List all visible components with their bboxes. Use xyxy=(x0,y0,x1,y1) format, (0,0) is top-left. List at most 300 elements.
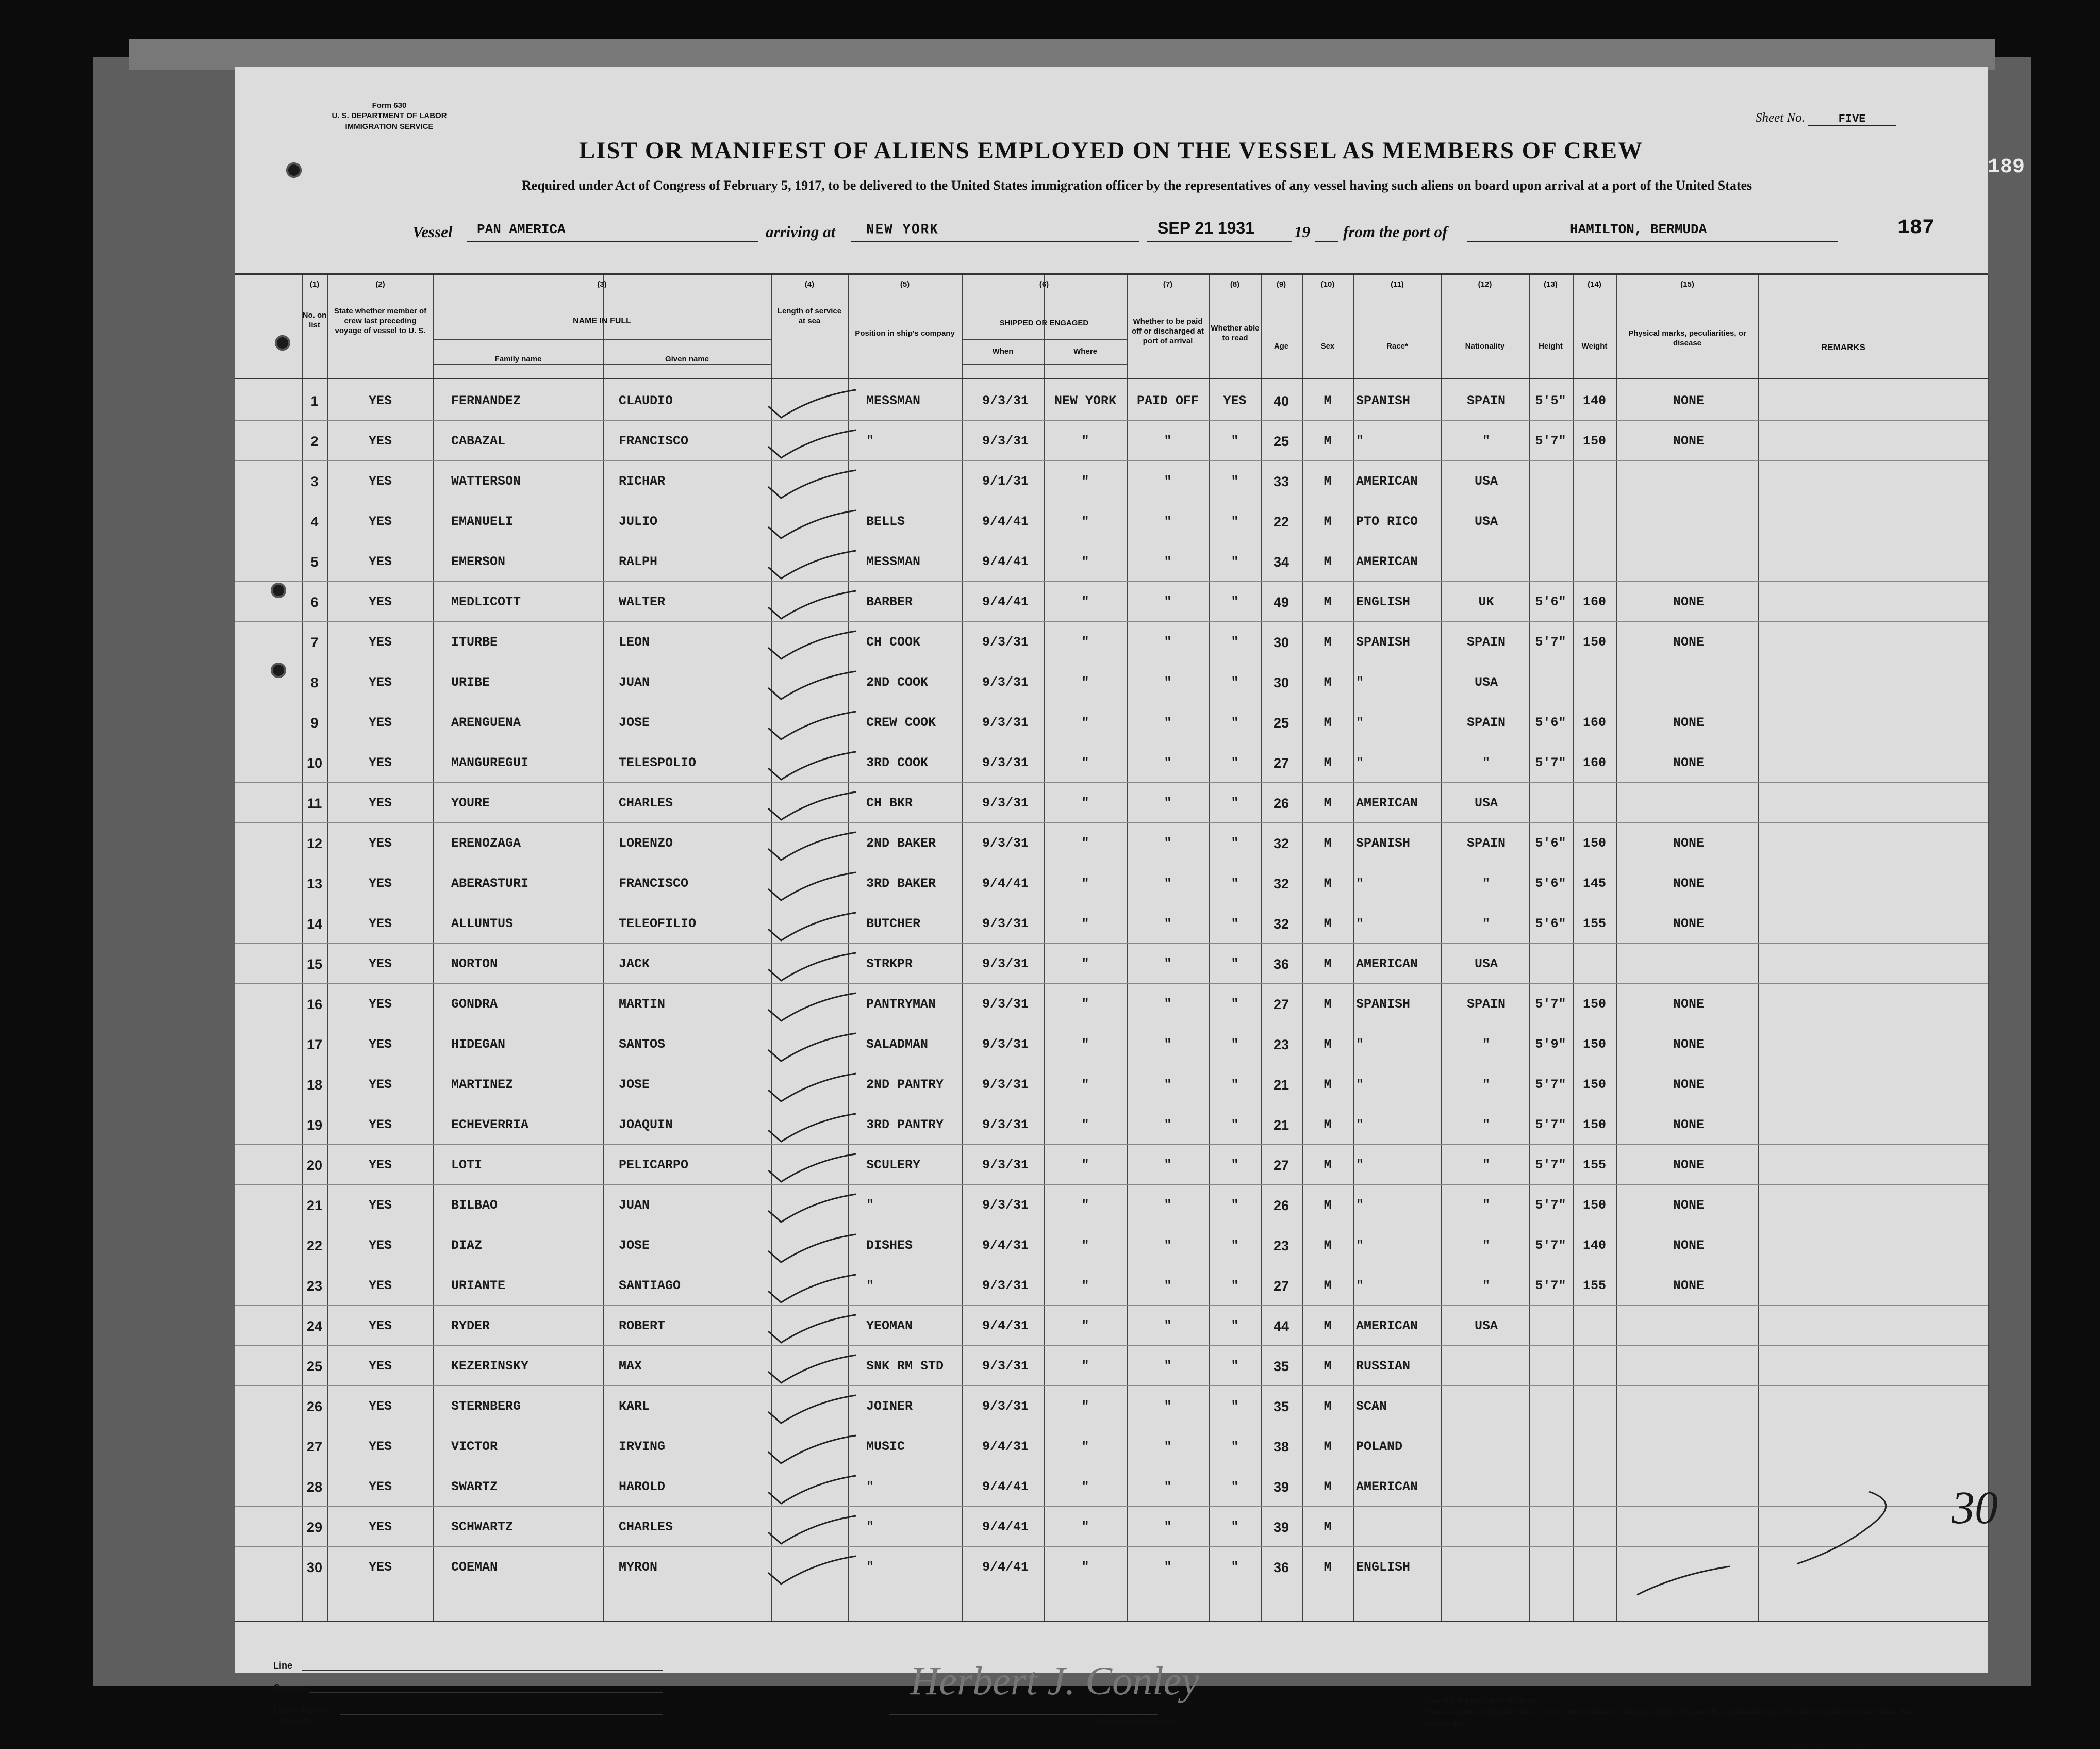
table-cell-nationality: " xyxy=(1482,1238,1490,1253)
table-cell-read: " xyxy=(1231,755,1239,770)
table-cell-no: 22 xyxy=(306,1238,323,1253)
table-cell-position: BARBER xyxy=(866,595,913,609)
col-num: (11) xyxy=(1391,280,1404,289)
table-cell-marks: NONE xyxy=(1673,876,1704,891)
table-cell-no: 25 xyxy=(306,1359,323,1374)
table-cell-marks: NONE xyxy=(1673,715,1704,730)
table-cell-position: PANTRYMAN xyxy=(866,997,936,1012)
table-cell-read: " xyxy=(1231,1520,1239,1534)
table-cell-read: " xyxy=(1231,514,1239,529)
table-cell-weight: 150 xyxy=(1582,997,1606,1012)
table-cell-paid: " xyxy=(1164,554,1172,569)
table-cell-given: JOAQUIN xyxy=(619,1117,673,1132)
table-cell-when: 9/3/31 xyxy=(982,1077,1029,1092)
table-cell-given: CHARLES xyxy=(619,1520,673,1534)
table-cell-position: 3RD PANTRY xyxy=(866,1117,944,1132)
table-cell-age: 27 xyxy=(1273,997,1289,1012)
col-header-physical-marks: Physical marks, peculiarities, or disease xyxy=(1628,329,1746,348)
col-header-height: Height xyxy=(1539,342,1563,351)
table-cell-nationality: USA xyxy=(1474,474,1498,489)
table-cell-no: 30 xyxy=(306,1560,323,1575)
table-cell-crew: YES xyxy=(368,1238,392,1253)
table-cell-where: " xyxy=(1081,755,1089,770)
table-cell-sex: M xyxy=(1324,1479,1332,1494)
table-cell-read: " xyxy=(1231,1359,1239,1374)
table-cell-crew: YES xyxy=(368,1439,392,1454)
table-cell-no: 16 xyxy=(306,997,323,1012)
table-cell-sex: M xyxy=(1324,715,1332,730)
table-cell-sex: M xyxy=(1324,1077,1332,1092)
table-cell-where: " xyxy=(1081,1278,1089,1293)
back-sheet-edge xyxy=(129,39,1995,70)
table-cell-no: 28 xyxy=(306,1479,323,1495)
arriving-label: arriving at xyxy=(766,223,836,241)
table-cell-where: " xyxy=(1081,1359,1089,1374)
table-cell-paid: " xyxy=(1164,956,1172,971)
table-cell-nationality: " xyxy=(1482,1077,1490,1092)
table-cell-no: 17 xyxy=(306,1037,323,1052)
table-cell-paid: " xyxy=(1164,876,1172,891)
table-cell-crew: YES xyxy=(368,997,392,1012)
table-cell-when: 9/3/31 xyxy=(982,796,1029,811)
table-cell-when: 9/4/41 xyxy=(982,1560,1029,1575)
table-cell-no: 1 xyxy=(310,393,319,409)
table-cell-position: 2ND PANTRY xyxy=(866,1077,944,1092)
table-cell-height: 5'7" xyxy=(1535,997,1566,1012)
table-cell-race: " xyxy=(1356,1198,1364,1213)
table-cell-position: " xyxy=(866,1560,874,1575)
manifest-page xyxy=(235,67,2025,1748)
table-cell-crew: YES xyxy=(368,1278,392,1293)
table-cell-when: 9/3/31 xyxy=(982,836,1029,851)
table-cell-given: MARTIN xyxy=(619,997,666,1012)
table-cell-where: " xyxy=(1081,1158,1089,1173)
table-cell-no: 29 xyxy=(306,1520,323,1535)
table-cell-where: " xyxy=(1081,956,1089,971)
table-cell-position: BELLS xyxy=(866,514,905,529)
table-cell-age: 27 xyxy=(1273,1158,1289,1173)
vessel-label: Vessel xyxy=(412,223,453,241)
table-cell-crew: YES xyxy=(368,1117,392,1132)
table-cell-given: JOSE xyxy=(619,1077,650,1092)
table-cell-position: 2ND BAKER xyxy=(866,836,936,851)
table-cell-race: SPANISH xyxy=(1356,836,1411,851)
table-cell-age: 27 xyxy=(1273,1278,1289,1294)
table-cell-marks: NONE xyxy=(1673,1238,1704,1253)
table-cell-when: 9/3/31 xyxy=(982,434,1029,449)
table-cell-given: ROBERT xyxy=(619,1318,666,1333)
col-num: (10) xyxy=(1320,280,1335,289)
table-cell-family: ECHEVERRIA xyxy=(451,1117,529,1132)
page-title: LIST OR MANIFEST OF ALIENS EMPLOYED ON THE VESSEL AS MEMBERS OF CREW xyxy=(578,137,1644,164)
table-cell-race: SPANISH xyxy=(1356,635,1411,650)
crew-manifest-table xyxy=(235,273,1998,1622)
table-cell-marks: NONE xyxy=(1673,916,1704,931)
table-cell-no: 13 xyxy=(306,876,323,892)
date-stamp: SEP 21 1931 xyxy=(1158,219,1255,237)
table-cell-crew: YES xyxy=(368,675,392,690)
table-cell-race: SPANISH xyxy=(1356,997,1411,1012)
table-cell-nationality: SPAIN xyxy=(1466,836,1506,851)
table-cell-crew: YES xyxy=(368,393,392,408)
table-cell-marks: NONE xyxy=(1673,997,1704,1012)
table-cell-paid: PAID OFF xyxy=(1136,393,1199,408)
table-cell-given: MAX xyxy=(619,1359,642,1374)
table-cell-crew: YES xyxy=(368,876,392,891)
table-cell-height: 5'6" xyxy=(1535,715,1566,730)
table-cell-paid: " xyxy=(1164,1278,1172,1293)
table-cell-sex: M xyxy=(1324,1318,1332,1333)
table-cell-given: RALPH xyxy=(619,554,658,569)
table-cell-race: AMERICAN xyxy=(1356,1318,1418,1333)
table-cell-weight: 155 xyxy=(1582,916,1606,931)
table-cell-no: 24 xyxy=(306,1318,323,1334)
table-cell-age: 21 xyxy=(1273,1077,1289,1093)
table-cell-age: 35 xyxy=(1273,1399,1289,1414)
table-cell-sex: M xyxy=(1324,1439,1332,1454)
table-cell-where: " xyxy=(1081,1238,1089,1253)
table-cell-nationality: UK xyxy=(1478,595,1494,609)
col-header-sex: Sex xyxy=(1320,342,1335,351)
local-agents-label: Local Agents xyxy=(273,1705,332,1715)
table-cell-sex: M xyxy=(1324,1117,1332,1132)
table-cell-paid: " xyxy=(1164,1077,1172,1092)
col-header-age: Age xyxy=(1274,342,1289,351)
table-cell-read: " xyxy=(1231,1318,1239,1333)
table-cell-weight: 150 xyxy=(1582,1077,1606,1092)
table-cell-nationality: " xyxy=(1482,876,1490,891)
col-header-paid-off: Whether to be paid off or discharged at port of arrival xyxy=(1131,317,1204,345)
table-cell-race: " xyxy=(1356,1037,1364,1052)
table-cell-crew: YES xyxy=(368,554,392,569)
table-cell-no: 11 xyxy=(307,796,322,811)
table-cell-age: 23 xyxy=(1273,1238,1289,1253)
table-cell-family: GONDRA xyxy=(451,997,498,1012)
table-cell-nationality: " xyxy=(1482,1278,1490,1293)
races-note: *See list of races on back hereof. xyxy=(1426,1696,1540,1705)
col-header-no: No. on list xyxy=(302,311,327,329)
table-cell-no: 9 xyxy=(310,715,319,731)
table-cell-no: 10 xyxy=(306,755,323,771)
col-header-when: When xyxy=(992,347,1014,356)
table-cell-sex: M xyxy=(1324,1359,1332,1374)
table-cell-age: 34 xyxy=(1273,554,1289,570)
table-cell-nationality: USA xyxy=(1474,514,1498,529)
table-cell-weight: 140 xyxy=(1582,1238,1606,1253)
table-cell-crew: YES xyxy=(368,1198,392,1213)
table-cell-age: 32 xyxy=(1273,916,1289,932)
table-cell-where: " xyxy=(1081,876,1089,891)
table-cell-no: 27 xyxy=(306,1439,323,1455)
table-cell-when: 9/3/31 xyxy=(982,1399,1029,1414)
table-cell-family: COEMAN xyxy=(451,1560,498,1575)
table-cell-when: 9/3/31 xyxy=(982,675,1029,690)
table-cell-where: " xyxy=(1081,796,1089,811)
table-cell-nationality: SPAIN xyxy=(1466,715,1506,730)
table-cell-nationality: USA xyxy=(1474,956,1498,971)
table-cell-no: 18 xyxy=(306,1077,323,1093)
owners-label: Owners xyxy=(273,1682,308,1693)
table-cell-nationality: USA xyxy=(1474,675,1498,690)
table-cell-read: " xyxy=(1231,1158,1239,1173)
table-cell-where: " xyxy=(1081,1077,1089,1092)
table-cell-position: STRKPR xyxy=(866,956,913,971)
table-cell-position: CREW COOK xyxy=(866,715,936,730)
table-cell-read: " xyxy=(1231,675,1239,690)
table-cell-position: " xyxy=(866,1479,874,1494)
table-cell-position: CH BKR xyxy=(866,796,913,811)
table-cell-crew: YES xyxy=(368,1077,392,1092)
table-cell-given: IRVING xyxy=(619,1439,666,1454)
table-cell-sex: M xyxy=(1324,956,1332,971)
table-cell-when: 9/3/31 xyxy=(982,1037,1029,1052)
table-cell-height: 5'7" xyxy=(1535,1158,1566,1173)
table-cell-height: 5'7" xyxy=(1535,1198,1566,1213)
table-cell-race: " xyxy=(1356,1117,1364,1132)
table-cell-given: RICHAR xyxy=(619,474,666,489)
table-cell-sex: M xyxy=(1324,595,1332,609)
table-cell-no: 12 xyxy=(306,836,323,851)
col-header-weight: Weight xyxy=(1581,342,1608,351)
table-cell-nationality: " xyxy=(1482,434,1490,449)
table-cell-position: CH COOK xyxy=(866,635,921,650)
table-cell-position: DISHES xyxy=(866,1238,913,1253)
table-cell-paid: " xyxy=(1164,474,1172,489)
table-cell-no: 3 xyxy=(310,474,319,489)
table-cell-when: 9/3/31 xyxy=(982,1278,1029,1293)
table-cell-race: " xyxy=(1356,876,1364,891)
table-cell-marks: NONE xyxy=(1673,755,1704,770)
table-cell-read: " xyxy=(1231,1037,1239,1052)
table-cell-given: CLAUDIO xyxy=(619,393,673,408)
table-cell-nationality: " xyxy=(1482,1037,1490,1052)
table-cell-sex: M xyxy=(1324,474,1332,489)
table-cell-no: 6 xyxy=(310,595,319,610)
tally-annotation xyxy=(235,275,1988,1621)
table-cell-marks: NONE xyxy=(1673,836,1704,851)
departure-port: HAMILTON, BERMUDA xyxy=(1570,222,1707,237)
table-cell-paid: " xyxy=(1164,675,1172,690)
table-cell-given: JOSE xyxy=(619,715,650,730)
table-cell-height: 5'5" xyxy=(1535,393,1566,408)
table-cell-no: 21 xyxy=(306,1198,323,1213)
table-cell-age: 21 xyxy=(1273,1117,1289,1133)
table-cell-read: " xyxy=(1231,956,1239,971)
table-cell-paid: " xyxy=(1164,1238,1172,1253)
table-cell-sex: M xyxy=(1324,1560,1332,1575)
col-header-position: Position in ship's company xyxy=(855,329,955,338)
table-cell-paid: " xyxy=(1164,1399,1172,1414)
table-cell-where: " xyxy=(1081,1037,1089,1052)
inspector-label: Immigrant Inspector. xyxy=(1096,1716,1178,1726)
table-cell-given: TELEOFILIO xyxy=(619,916,697,931)
col-num: (7) xyxy=(1163,280,1173,289)
table-cell-weight: 160 xyxy=(1582,755,1606,770)
table-cell-crew: YES xyxy=(368,514,392,529)
table-cell-where: " xyxy=(1081,1560,1089,1575)
col-num: (15) xyxy=(1680,280,1694,289)
form-identifier xyxy=(307,101,472,132)
table-cell-marks: NONE xyxy=(1673,1037,1704,1052)
department-name: U. S. DEPARTMENT OF LABOR xyxy=(332,111,447,121)
col-num: (4) xyxy=(804,280,815,289)
table-cell-family: EMERSON xyxy=(451,554,506,569)
table-cell-paid: " xyxy=(1164,434,1172,449)
table-cell-sex: M xyxy=(1324,675,1332,690)
table-cell-height: 5'7" xyxy=(1535,1077,1566,1092)
table-cell-height: 5'9" xyxy=(1535,1037,1566,1052)
table-cell-race: AMERICAN xyxy=(1356,474,1418,489)
table-cell-where: " xyxy=(1081,554,1089,569)
table-cell-weight: 150 xyxy=(1582,434,1606,449)
table-cell-crew: YES xyxy=(368,595,392,609)
form-number: Form 630 xyxy=(372,101,407,110)
table-cell-position: YEOMAN xyxy=(866,1318,913,1333)
table-cell-age: 36 xyxy=(1273,956,1289,972)
table-cell-given: HAROLD xyxy=(619,1479,666,1494)
table-cell-when: 9/3/31 xyxy=(982,1117,1029,1132)
table-cell-when: 9/3/31 xyxy=(982,393,1029,408)
table-cell-family: ARENGUENA xyxy=(451,715,521,730)
table-cell-crew: YES xyxy=(368,836,392,851)
table-cell-where: " xyxy=(1081,1439,1089,1454)
col-num: (2) xyxy=(375,280,385,289)
table-cell-paid: " xyxy=(1164,1198,1172,1213)
table-cell-nationality: " xyxy=(1482,1117,1490,1132)
table-cell-age: 25 xyxy=(1273,434,1289,449)
table-cell-where: " xyxy=(1081,1117,1089,1132)
table-cell-family: MARTINEZ xyxy=(451,1077,514,1092)
table-cell-age: 40 xyxy=(1273,393,1289,409)
table-cell-race: RUSSIAN xyxy=(1356,1359,1411,1374)
table-cell-when: 9/3/31 xyxy=(982,755,1029,770)
table-cell-given: TELESPOLIO xyxy=(619,755,697,770)
table-cell-read: " xyxy=(1231,1198,1239,1213)
table-cell-marks: NONE xyxy=(1673,595,1704,609)
table-cell-given: LORENZO xyxy=(619,836,673,851)
table-cell-read: YES xyxy=(1223,393,1247,408)
table-cell-sex: M xyxy=(1324,1520,1332,1534)
table-cell-given: FRANCISCO xyxy=(619,434,689,449)
col-num: (12) xyxy=(1478,280,1492,289)
table-cell-read: " xyxy=(1231,715,1239,730)
col-header-shipped: SHIPPED OR ENGAGED xyxy=(999,319,1089,327)
table-cell-where: " xyxy=(1081,997,1089,1012)
table-cell-sex: M xyxy=(1324,635,1332,650)
sheet-number-value: FIVE xyxy=(1808,112,1896,126)
table-cell-family: ERENOZAGA xyxy=(451,836,521,851)
table-cell-family: WATTERSON xyxy=(451,474,521,489)
table-cell-no: 4 xyxy=(310,514,319,530)
table-cell-family: ALLUNTUS xyxy=(451,916,514,931)
table-cell-family: BILBAO xyxy=(451,1198,498,1213)
table-cell-given: PELICARPO xyxy=(619,1158,689,1173)
col-header-family: Family name xyxy=(494,355,542,364)
table-cell-read: " xyxy=(1231,796,1239,811)
table-cell-height: 5'7" xyxy=(1535,434,1566,449)
col-header-nationality: Nationality xyxy=(1465,342,1505,351)
table-cell-given: JULIO xyxy=(619,514,658,529)
table-cell-age: 22 xyxy=(1273,514,1289,530)
col-header-where: Where xyxy=(1073,347,1097,356)
table-cell-sex: M xyxy=(1324,554,1332,569)
col-header-read: Whether able to read xyxy=(1211,324,1260,342)
table-cell-weight: 155 xyxy=(1582,1158,1606,1173)
table-cell-family: MEDLICOTT xyxy=(451,595,521,609)
punch-hole xyxy=(286,162,302,178)
table-cell-when: 9/4/31 xyxy=(982,1238,1029,1253)
table-cell-position: SNK RM STD xyxy=(866,1359,944,1374)
table-cell-given: JUAN xyxy=(619,675,650,690)
table-cell-read: " xyxy=(1231,1399,1239,1414)
table-cell-race: AMERICAN xyxy=(1356,1479,1418,1494)
col-header-remarks: REMARKS xyxy=(1821,342,1865,352)
table-cell-read: " xyxy=(1231,1278,1239,1293)
table-cell-marks: NONE xyxy=(1673,635,1704,650)
table-cell-position: SALADMAN xyxy=(866,1037,929,1052)
table-cell-read: " xyxy=(1231,836,1239,851)
table-cell-crew: YES xyxy=(368,1399,392,1414)
table-cell-family: ITURBE xyxy=(451,635,498,650)
table-cell-crew: YES xyxy=(368,916,392,931)
table-cell-height: 5'7" xyxy=(1535,635,1566,650)
table-cell-race: PTO RICO xyxy=(1356,514,1418,529)
table-cell-sex: M xyxy=(1324,1198,1332,1213)
table-cell-given: SANTOS xyxy=(619,1037,666,1052)
table-cell-where: " xyxy=(1081,1520,1089,1534)
table-cell-crew: YES xyxy=(368,796,392,811)
table-cell-age: 27 xyxy=(1273,755,1289,771)
table-cell-weight: 150 xyxy=(1582,1117,1606,1132)
table-cell-sex: M xyxy=(1324,1158,1332,1173)
table-cell-crew: YES xyxy=(368,755,392,770)
table-cell-paid: " xyxy=(1164,595,1172,609)
table-cell-family: KEZERINSKY xyxy=(451,1359,529,1374)
table-cell-sex: M xyxy=(1324,1278,1332,1293)
table-cell-weight: 150 xyxy=(1582,1198,1606,1213)
table-cell-race: SPANISH xyxy=(1356,393,1411,408)
table-cell-sex: M xyxy=(1324,755,1332,770)
table-cell-race: SCAN xyxy=(1356,1399,1387,1414)
table-cell-when: 9/3/31 xyxy=(982,1359,1029,1374)
table-cell-nationality: USA xyxy=(1474,796,1498,811)
table-cell-no: 7 xyxy=(310,635,319,650)
table-cell-where: " xyxy=(1081,836,1089,851)
arrival-port: NEW YORK xyxy=(866,221,939,238)
table-cell-position: 3RD COOK xyxy=(866,755,929,770)
table-cell-read: " xyxy=(1231,997,1239,1012)
table-cell-age: 25 xyxy=(1273,715,1289,731)
table-cell-age: 30 xyxy=(1273,675,1289,690)
table-cell-race: POLAND xyxy=(1356,1439,1403,1454)
col-header-crew: State whether member of crew last preceding voyage of vessel to U. S. xyxy=(334,307,427,335)
table-cell-no: 19 xyxy=(306,1117,323,1133)
col-header-name: NAME IN FULL xyxy=(573,317,631,325)
table-cell-where: " xyxy=(1081,1399,1089,1414)
table-cell-height: 5'7" xyxy=(1535,755,1566,770)
table-cell-when: 9/3/31 xyxy=(982,715,1029,730)
table-cell-when: 9/3/31 xyxy=(982,635,1029,650)
table-cell-crew: YES xyxy=(368,635,392,650)
sheet-number xyxy=(1756,111,1896,126)
table-cell-age: 35 xyxy=(1273,1359,1289,1374)
page-number: 187 xyxy=(1897,217,1935,240)
table-cell-given: FRANCISCO xyxy=(619,876,689,891)
col-num: (13) xyxy=(1544,280,1558,289)
table-cell-weight: 160 xyxy=(1582,595,1606,609)
table-cell-position: " xyxy=(866,434,874,449)
table-cell-weight: 160 xyxy=(1582,715,1606,730)
